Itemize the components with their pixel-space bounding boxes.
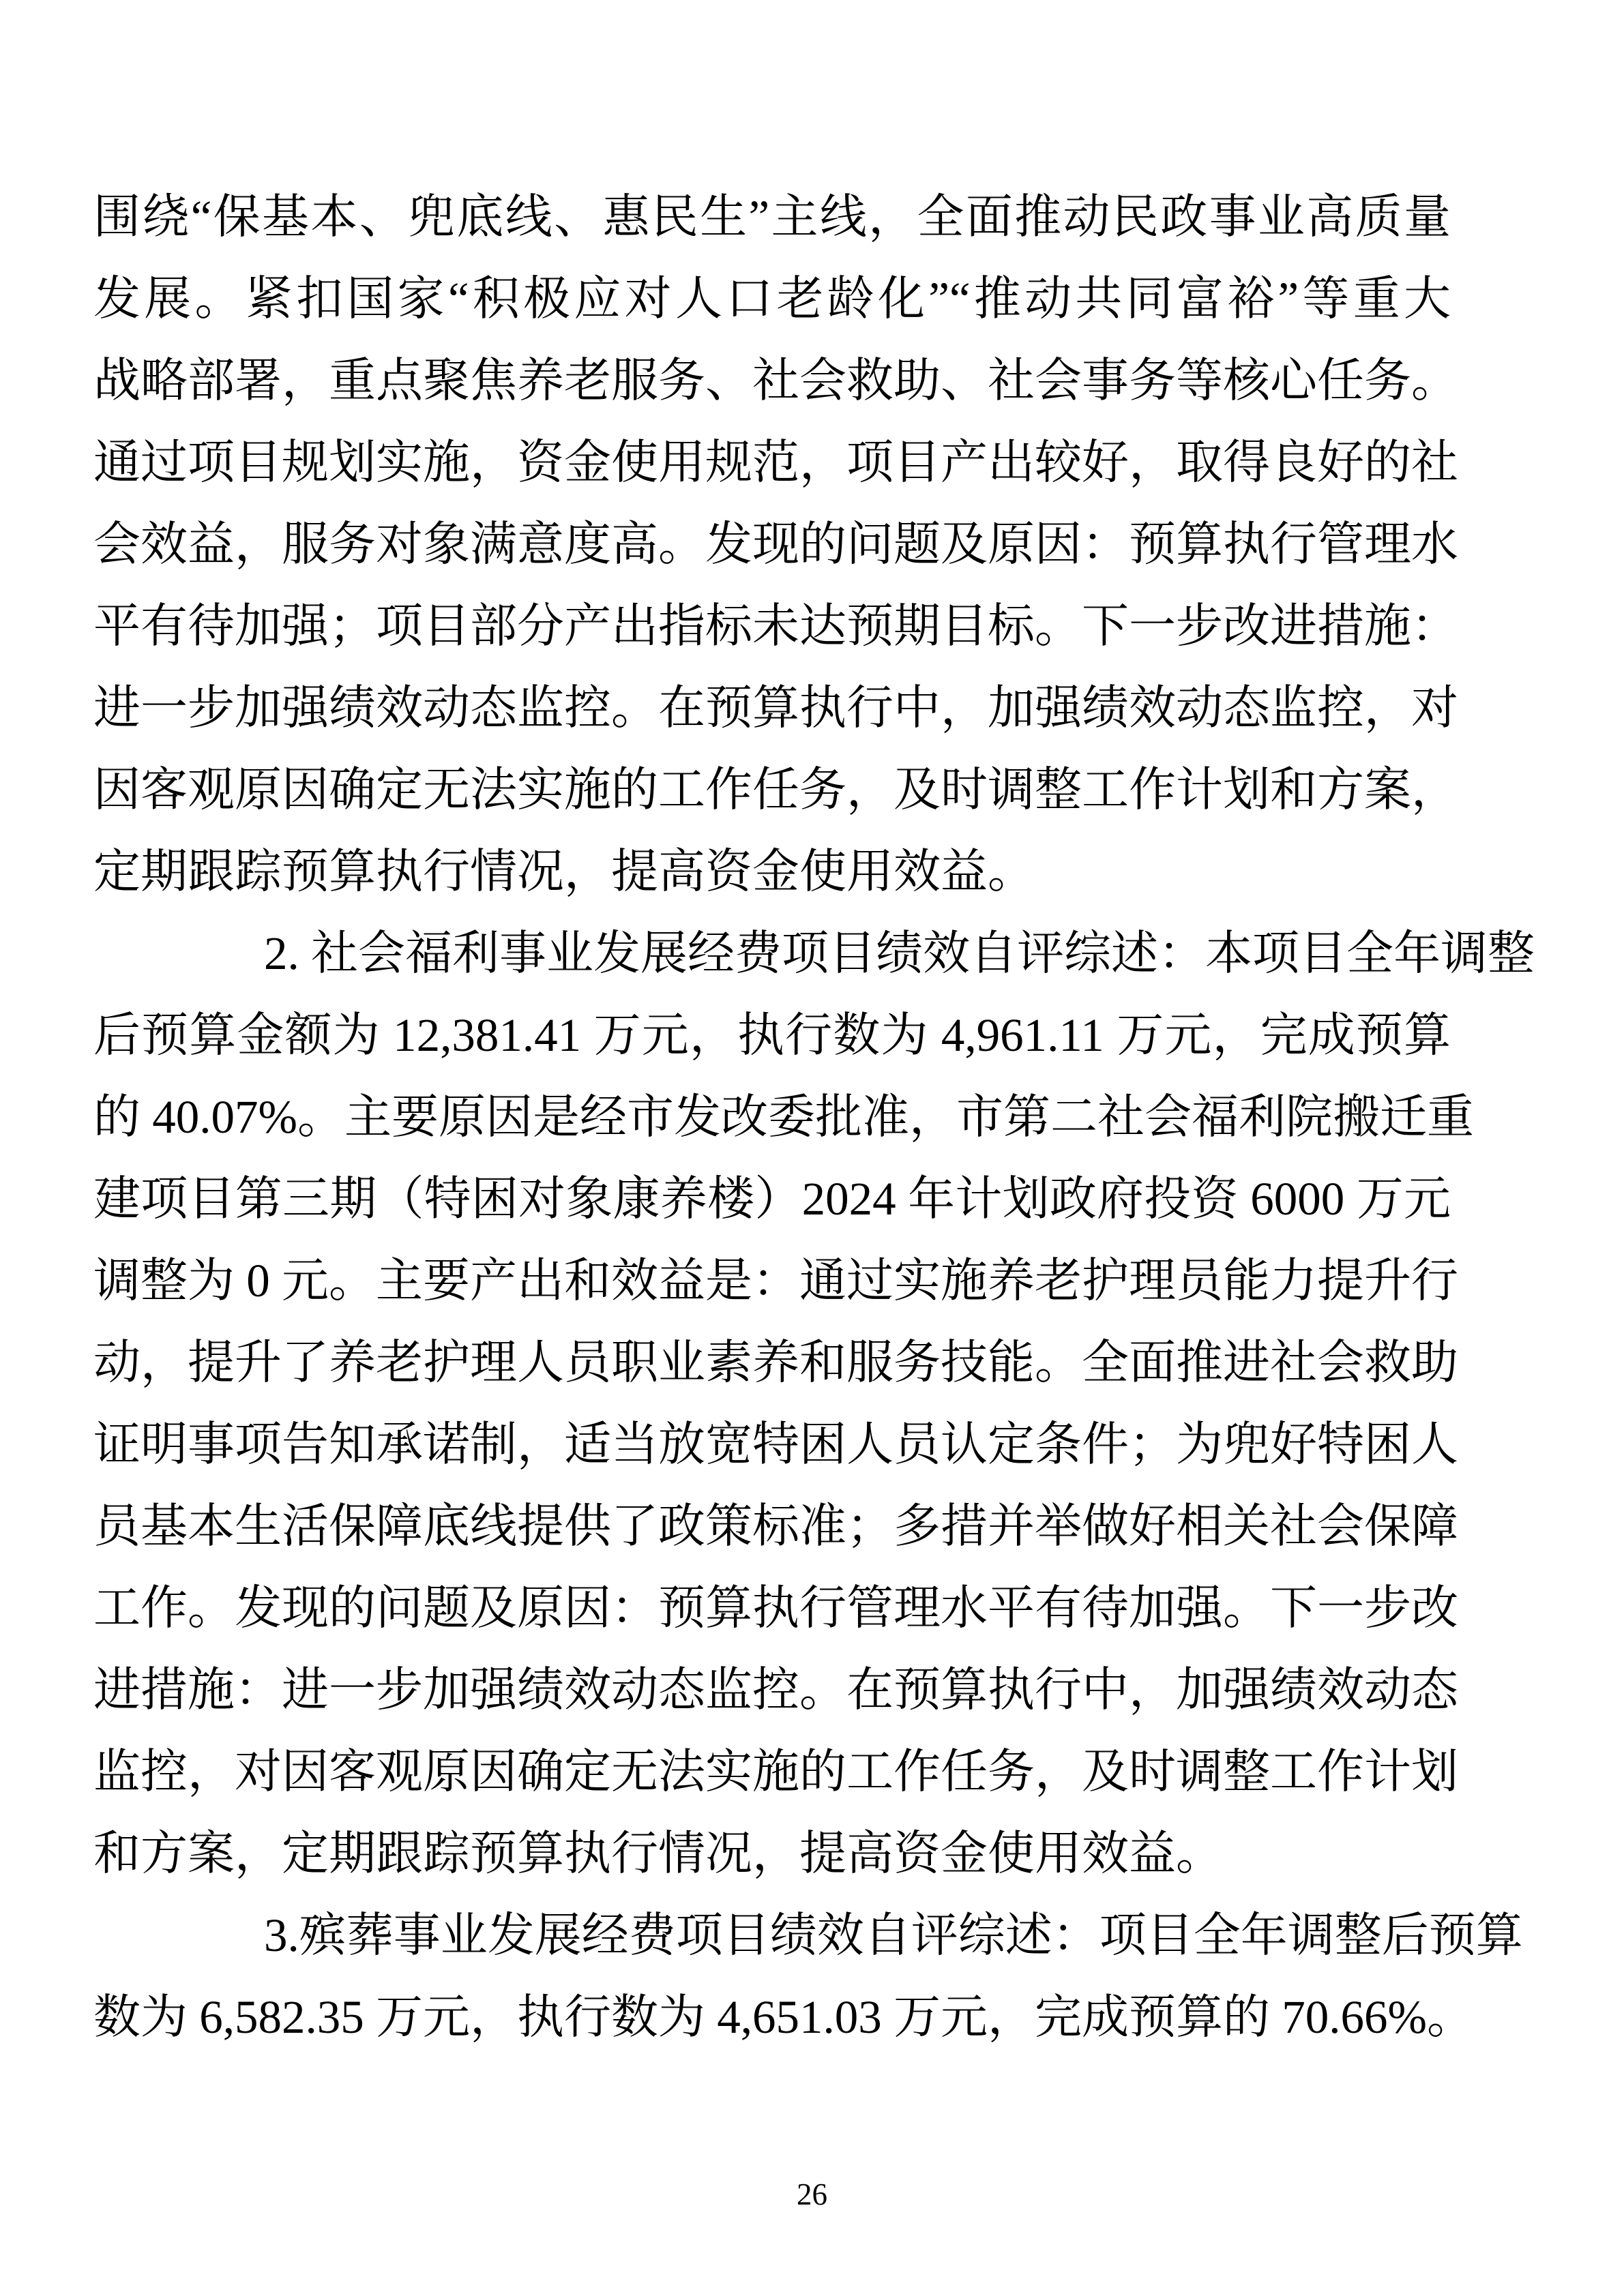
page-number: 26 <box>797 2177 827 2211</box>
paragraph-1 <box>93 176 1458 912</box>
text-line: 数为 6,582.35 万元，执行数为 4,651.03 万元，完成预算的 70.66%。 <box>93 1991 1474 2043</box>
text-line: 定期跟踪预算执行情况，提高资金使用效益。 <box>93 846 1035 897</box>
text-line: 员基本生活保障底线提供了政策标准；多措并举做好相关社会保障 <box>93 1500 1458 1552</box>
text-line: 的 40.07%。主要原因是经市发改委批准，市第二社会福利院搬迁重 <box>93 1091 1474 1143</box>
text-line: 因客观原因确定无法实施的工作任务，及时调整工作计划和方案， <box>93 764 1458 816</box>
paragraph-3 <box>93 1894 1523 2058</box>
text-line: 平有待加强；项目部分产出指标未达预期目标。下一步改进措施： <box>93 600 1458 652</box>
document-body <box>93 176 1535 2058</box>
text-line: 建项目第三期（特困对象康养楼）2024 年计划政府投资 6000 万元 <box>93 1173 1451 1225</box>
text-line: 进措施：进一步加强绩效动态监控。在预算执行中，加强绩效动态 <box>93 1664 1458 1716</box>
text-line: 会效益，服务对象满意度高。发现的问题及原因：预算执行管理水 <box>93 518 1458 570</box>
text-line: 3.殡葬事业发展经费项目绩效自评综述：项目全年调整后预算 <box>264 1909 1523 1961</box>
text-line: 后预算金额为 12,381.41 万元，执行数为 4,961.11 万元，完成预算 <box>93 1009 1451 1061</box>
text-line: 动，提升了养老护理人员职业素养和服务技能。全面推进社会救助 <box>93 1337 1458 1388</box>
text-line: 进一步加强绩效动态监控。在预算执行中，加强绩效动态监控，对 <box>93 682 1458 734</box>
text-line: 战略部署，重点聚焦养老服务、社会救助、社会事务等核心任务。 <box>93 355 1458 406</box>
text-line: 和方案，定期跟踪预算执行情况，提高资金使用效益。 <box>93 1828 1223 1879</box>
text-line: 通过项目规划实施，资金使用规范，项目产出较好，取得良好的社 <box>93 436 1458 488</box>
text-line: 证明事项告知承诺制，适当放宽特困人员认定条件；为兜好特困人 <box>93 1418 1458 1470</box>
paragraph-2 <box>93 912 1535 1894</box>
text-line: 发展。紧扣国家“积极应对人口老龄化”“推动共同富裕”等重大 <box>93 273 1451 325</box>
text-line: 工作。发现的问题及原因：预算执行管理水平有待加强。下一步改 <box>93 1582 1458 1634</box>
text-line: 围绕“保基本、兜底线、惠民生”主线，全面推动民政事业高质量 <box>93 191 1451 243</box>
text-line: 调整为 0 元。主要产出和效益是：通过实施养老护理员能力提升行 <box>93 1255 1458 1307</box>
text-line: 2. 社会福利事业发展经费项目绩效自评综述：本项目全年调整 <box>264 927 1535 979</box>
text-line: 监控，对因客观原因确定无法实施的工作任务，及时调整工作计划 <box>93 1746 1458 1798</box>
